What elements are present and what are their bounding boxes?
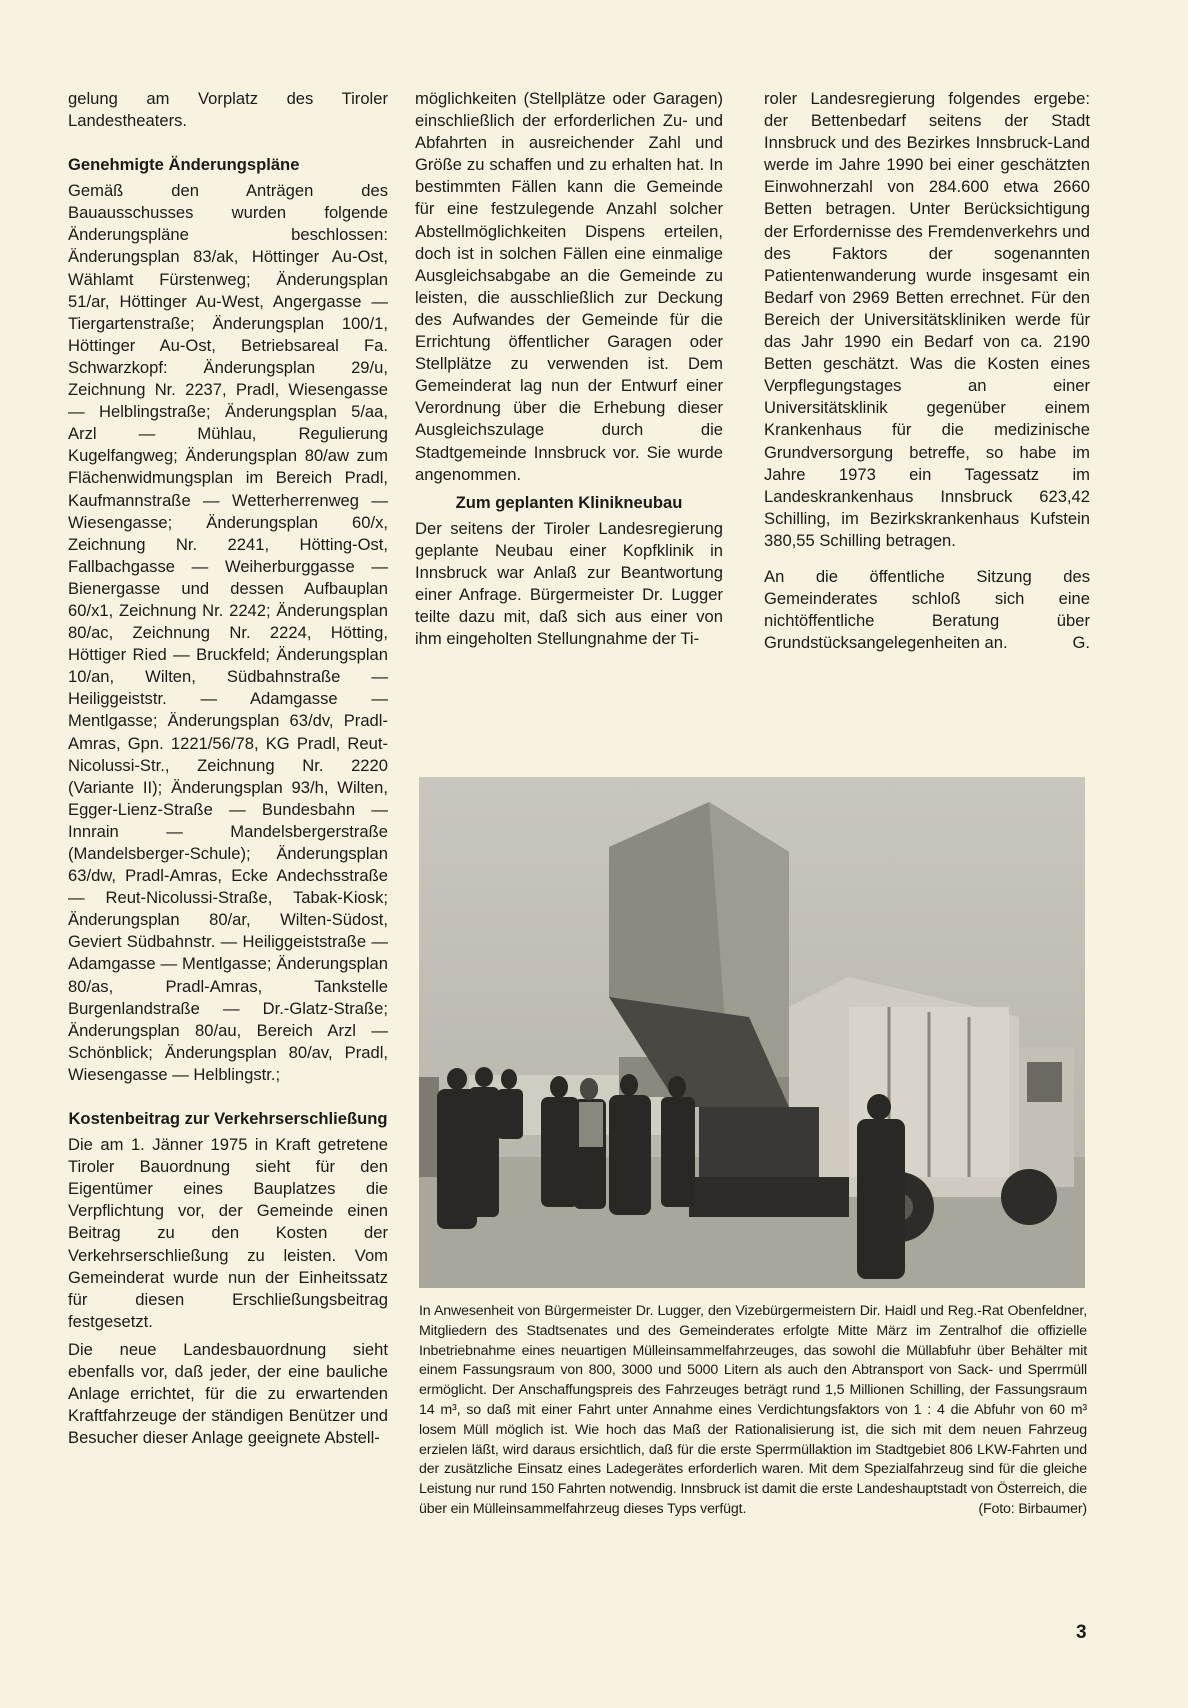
- paragraph-sitzung: An die öffentliche Sitzung des Gemeinderates schloß sich eine nichtöffentliche Beratung über Grundstücksangelegenheiten an. G.: [764, 566, 1090, 654]
- heading-aenderungsplaene: Genehmigte Änderungspläne: [68, 155, 300, 175]
- photo-credit: (Foto: Birbaumer): [978, 1500, 1087, 1517]
- paragraph-landesbauordnung: Die neue Landesbauordnung sieht ebenfalls vor, daß jeder, der eine bauliche Anlage errichtet, für die zu erwartenden Kraftfahrzeuge der ständigen Benützer und Besucher dieser Anlage geeignete Abstell-: [68, 1339, 388, 1448]
- author-signature: G.: [1072, 633, 1090, 653]
- heading-kostenbeitrag: Kostenbeitrag zur Verkehrserschließung: [68, 1109, 388, 1129]
- paragraph-bauordnung: Die am 1. Jänner 1975 in Kraft getretene Tiroler Bauordnung sieht für den Eigentümer eines Bauplatzes die Verpflichtung vor, der Gemeinde einen Beitrag zu den Kosten der Verkehrserschließung zu leisten. Vom Gemeinderat wurde nun der Einheitssatz für diesen Erschließungsbeitrag festgesetzt.: [68, 1135, 388, 1331]
- heading-klinikneubau: Zum geplanten Klinikneubau: [455, 492, 683, 512]
- photo-illustration: [419, 777, 1085, 1288]
- photo-caption: [419, 1302, 1087, 1520]
- garbage-truck-photo: [419, 777, 1085, 1288]
- text-column-1: [68, 88, 388, 1455]
- paragraph-bettenbedarf: roler Landesregierung folgendes ergebe: der Bettenbedarf seitens der Stadt Innsbruck und des Bezirkes Innsbruck-Land werde im Jahre 1990 bei einer geschätzten Einwohnerzahl von 284.600 etwa 2660 Betten betragen. Unter Berücksichtigung der Erfordernisse des Fremdenverkehrs und des Faktors der sogenannten Patientenwanderung wurde insgesamt ein Bedarf von 2969 Betten errechnet. Für den Bereich der Universitätskliniken werde für das Jahr 1990 ein Bedarf von ca. 2190 Betten geschätzt. Was die Kosten eines Verpflegungstages an einer Universitätsklinik gegenüber einem Krankenhaus für die medizinische Grundversorgung betreffe, so habe im Jahre 1973 ein Tagessatz im Landeskrankenhaus Innsbruck 623,42 Schilling, im Bezirkskrankenhaus Kufstein 380,55 Schilling betragen.: [764, 89, 1090, 550]
- paragraph-kopfklinik: Der seitens der Tiroler Landesregierung geplante Neubau einer Kopfklinik in Innsbruck war Anlaß zur Beantwortung einer Anfrage. Bürgermeister Dr. Lugger teilte dazu mit, daß sich aus einer von ihm eingeholten Stellungnahme der Ti-: [415, 518, 723, 649]
- text-column-3: [764, 88, 1090, 660]
- page-number: 3: [1076, 1622, 1087, 1643]
- caption-text: In Anwesenheit von Bürgermeister Dr. Lugger, den Vizebürgermeistern Dir. Haidl und Reg.-Rat Obenfeldner, Mitgliedern des Stadtsenates und des Gemeinderates erfolgte Mitte März im Zentralhof die offizielle Inbetriebnahme eines neuartigen Mülleinsammelfahrzeuges, das sowohl die Müllabfuhr über Behälter mit einem Fassungsraum von 800, 3000 und 5000 Litern als auch den Abtransport von Sack- und Sperrmüll ermöglicht. Der Anschaffungspreis des Fahrzeuges beträgt rund 1,5 Millionen Schilling, der Fassungsraum 14 m³, so daß mit einer Fahrt unter Annahme eines Verdichtungsfaktors von 1 : 4 die Abfuhr von 60 m³ losem Müll möglich ist. Wie hoch das Maß der Rationalisierung ist, die sich mit dem neuen Fahrzeug erzielen läßt, wird daraus ersichtlich, daß für die erste Sperrmüllaktion im Stadtgebiet 806 LKW-Fahrten und der zusätzliche Einsatz eines Ladegerätes erforderlich waren. Mit dem Spezialfahrzeug sind für die gleiche Leistung nur rund 150 Fahrten notwendig. Innsbruck ist damit die erste Landeshauptstadt von Österreich, die über ein Mülleinsammelfahrzeug dieses Typs verfügt.: [419, 1303, 1087, 1517]
- paragraph-aenderungsplaene: Gemäß den Anträgen des Bauausschusses wurden folgende Änderungspläne beschlossen: Änderungsplan 83/ak, Höttinger Au-Ost, Wählamt Fürstenweg; Änderungsplan 51/ar, Höttinger Au-West, Angergasse — Tiergartenstraße; Änderungsplan 100/1, Höttinger Au-Ost, Betriebsareal Fa. Schwarzkopf: Änderungsplan 29/u, Zeichnung Nr. 2237, Pradl, Wiesengasse — Helblingstraße; Änderungsplan 5/aa, Arzl — Mühlau, Regulierung Kugelfangweg; Änderungsplan 80/aw zum Flächenwidmungsplan im Bereich Pradl, Kaufmannstraße — Wetterherrenweg — Wiesengasse; Änderungsplan 60/x, Zeichnung Nr. 2241, Hötting-Ost, Fallbachgasse — Weiherburggasse — Bienergasse und dessen Aufbauplan 60/x1, Zeichnung Nr. 2242; Änderungsplan 80/ac, Zeichnung Nr. 2224, Hötting, Höttiger Ried — Bruckfeld; Änderungsplan 10/an, Wilten, Südbahnstraße — Heiliggeiststr. — Adamgasse — Mentlgasse; Änderungsplan 63/dv, Pradl-Amras, Gpn. 1221/56/78, KG Pradl, Reut-Nicolussi-Str., Zeichnung Nr. 2220 (Variante II); Änderungsplan 93/h, Wilten, Egger-Lienz-Straße — Bundesbahn — Innrain — Mandelsbergerstraße (Mandelsberger-Schule); Änderungsplan 63/dw, Pradl-Amras, Ecke Andechsstraße — Reut-Nicolussi-Straße, Tabak-Kiosk; Änderungsplan 80/ar, Wilten-Südost, Geviert Südbahnstr. — Heiliggeiststraße — Adamgasse — Mentlgasse; Änderungsplan 80/as, Pradl-Amras, Tankstelle Burgenlandstraße — Dr.-Glatz-Straße; Änderungsplan 80/au, Bereich Arzl — Schönblick; Änderungsplan 80/av, Pradl, Wiesengasse — Helblingstr.;: [68, 181, 388, 1084]
- intro-paragraph: gelung am Vorplatz des Tiroler Landestheaters.: [68, 89, 388, 131]
- paragraph-abstellmoeglichkeiten: möglichkeiten (Stellplätze oder Garagen) einschließlich der erforderlichen Zu- und Abfahrten in ausreichender Zahl und Größe zu schaffen und zu erhalten hat. In bestimmten Fällen kann die Gemeinde für eine festzulegende Anzahl solcher Abstellmöglichkeiten Dispens erteilen, doch ist in solchen Fällen eine einmalige Ausgleichsabgabe an die Gemeinde zu leisten, die ausschließlich zur Deckung des Aufwandes der Gemeinde für die Errichtung öffentlicher Garagen oder Stellplätze zu verwenden ist. Dem Gemeinderat lag nun der Entwurf einer Verordnung über die Erhebung dieser Ausgleichszulage durch die Stadtgemeinde Innsbruck vor. Sie wurde angenommen.: [415, 89, 723, 484]
- text-column-2: [415, 88, 723, 656]
